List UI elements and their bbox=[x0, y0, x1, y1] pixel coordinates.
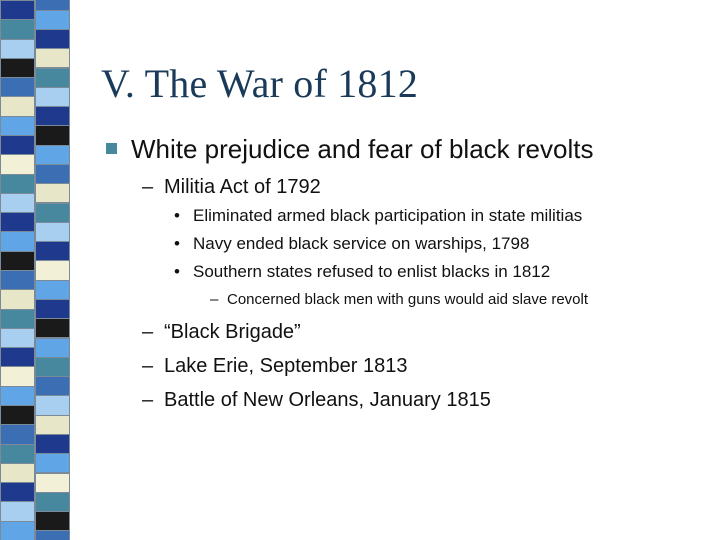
stripe-tile bbox=[0, 135, 35, 155]
dash-marker: – bbox=[142, 176, 154, 198]
sub-item-label: Battle of New Orleans, January 1815 bbox=[164, 389, 491, 411]
stripe-tile bbox=[35, 434, 70, 454]
stripe-tile bbox=[0, 19, 35, 39]
stripe-tile bbox=[35, 203, 70, 223]
stripe-tile bbox=[35, 376, 70, 396]
stripe-tile bbox=[0, 309, 35, 329]
stripe-tile bbox=[0, 270, 35, 290]
sub-item bbox=[142, 176, 321, 199]
stripe-tile bbox=[35, 473, 70, 493]
stripe-tile bbox=[0, 0, 35, 20]
stripe-tile bbox=[0, 444, 35, 464]
stripe-tile bbox=[35, 125, 70, 145]
sub-sub-item-label: Navy ended black service on warships, 1798 bbox=[193, 234, 530, 253]
stripe-tile bbox=[0, 501, 35, 521]
dot-marker: • bbox=[174, 206, 180, 225]
main-bullet-text: White prejudice and fear of black revolts bbox=[131, 134, 594, 164]
dot-marker: • bbox=[174, 262, 180, 281]
stripe-tile bbox=[35, 299, 70, 319]
sub-sub-item bbox=[174, 234, 529, 254]
stripe-tile bbox=[0, 328, 35, 348]
stripe-tile bbox=[35, 338, 70, 358]
stripe-tile bbox=[35, 318, 70, 338]
stripe-tile bbox=[0, 251, 35, 271]
stripe-tile bbox=[35, 222, 70, 242]
dash-marker: – bbox=[142, 389, 154, 411]
sub-item-label: “Black Brigade” bbox=[164, 321, 301, 343]
stripe-tile bbox=[35, 260, 70, 280]
stripe-tile bbox=[35, 492, 70, 512]
stripe-tile bbox=[35, 415, 70, 435]
sub-item-label: Lake Erie, September 1813 bbox=[164, 355, 408, 377]
stripe-tile bbox=[0, 366, 35, 386]
stripe-tile bbox=[0, 463, 35, 483]
stripe-tile bbox=[0, 212, 35, 232]
stripe-tile bbox=[0, 154, 35, 174]
stripe-tile bbox=[35, 164, 70, 184]
stripe-tile bbox=[0, 289, 35, 309]
sub-item-label: Militia Act of 1792 bbox=[164, 176, 321, 198]
dot-marker: • bbox=[174, 234, 180, 253]
sub-sub-item bbox=[174, 262, 550, 282]
stripe-tile bbox=[35, 106, 70, 126]
sub-item bbox=[142, 321, 301, 344]
stripe-tile bbox=[0, 96, 35, 116]
sub-item bbox=[142, 355, 408, 378]
dash-marker: – bbox=[210, 291, 219, 308]
stripe-tile bbox=[0, 521, 35, 540]
decorative-stripe bbox=[0, 0, 70, 540]
stripe-tile bbox=[35, 145, 70, 165]
dash-marker: – bbox=[142, 321, 154, 343]
sub-sub-item bbox=[174, 206, 582, 226]
stripe-tile bbox=[0, 77, 35, 97]
dash-marker: – bbox=[142, 355, 154, 377]
bullet-square-icon bbox=[106, 143, 117, 154]
stripe-tile bbox=[0, 193, 35, 213]
stripe-tile bbox=[35, 453, 70, 473]
stripe-tile bbox=[35, 395, 70, 415]
sub-sub-item-label: Southern states refused to enlist blacks in 1812 bbox=[193, 262, 551, 281]
sub-item bbox=[142, 389, 491, 412]
stripe-tile bbox=[35, 10, 70, 30]
stripe-tile bbox=[35, 511, 70, 531]
slide-title: V. The War of 1812 bbox=[101, 61, 419, 106]
stripe-tile bbox=[0, 347, 35, 367]
sub-sub-item-label: Eliminated armed black participation in state militias bbox=[193, 206, 583, 225]
stripe-tile bbox=[35, 241, 70, 261]
stripe-tile bbox=[0, 174, 35, 194]
stripe-tile bbox=[0, 482, 35, 502]
stripe-tile bbox=[0, 405, 35, 425]
stripe-tile bbox=[0, 116, 35, 136]
stripe-tile bbox=[0, 424, 35, 444]
stripe-tile bbox=[35, 530, 70, 540]
stripe-tile bbox=[0, 58, 35, 78]
level4-item-label: Concerned black men with guns would aid slave revolt bbox=[227, 291, 589, 308]
stripe-tile bbox=[0, 231, 35, 251]
stripe-tile bbox=[35, 48, 70, 68]
stripe-tile bbox=[35, 87, 70, 107]
stripe-tile bbox=[35, 280, 70, 300]
stripe-tile bbox=[35, 357, 70, 377]
stripe-tile bbox=[35, 68, 70, 88]
stripe-tile bbox=[35, 29, 70, 49]
stripe-tile bbox=[35, 183, 70, 203]
stripe-tile bbox=[0, 386, 35, 406]
level4-item bbox=[210, 291, 588, 308]
stripe-tile bbox=[0, 39, 35, 59]
